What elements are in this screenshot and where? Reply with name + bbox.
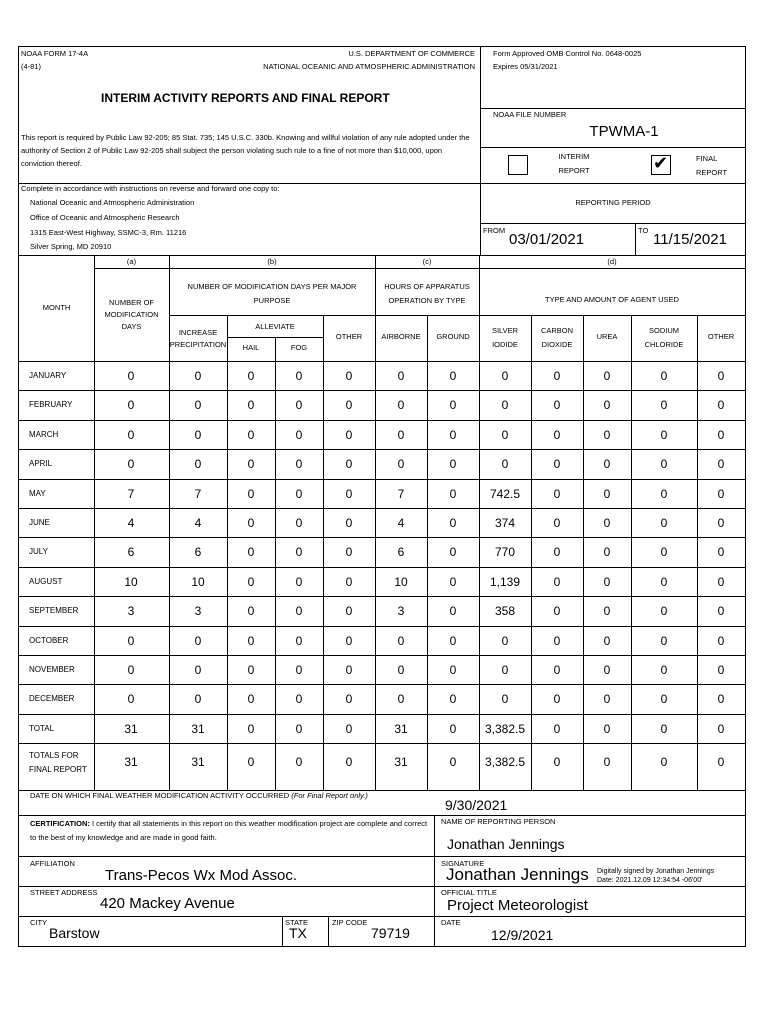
table-cell[interactable]: 0	[449, 398, 457, 413]
table-cell[interactable]: 0	[660, 604, 668, 619]
final-totals-label: TOTALS FOR FINAL REPORT	[29, 751, 87, 774]
table-cell[interactable]: 0	[194, 633, 202, 648]
table-cell[interactable]: 0	[247, 516, 255, 530]
table-cell[interactable]: 0	[194, 692, 202, 707]
table-cell[interactable]: 0	[553, 663, 561, 677]
form-id: NOAA FORM 17-4A	[21, 49, 89, 58]
table-cell[interactable]: 0	[345, 604, 353, 619]
table-cell[interactable]: 0	[717, 486, 725, 501]
file-number-label: NOAA FILE NUMBER	[493, 110, 567, 119]
table-cell[interactable]: 0	[603, 574, 611, 589]
table-cell[interactable]: 0	[553, 604, 561, 619]
alleviate-header: ALLEVIATE	[255, 322, 295, 331]
table-cell[interactable]: 0	[449, 663, 457, 677]
month-header: MONTH	[42, 303, 71, 312]
table-cell[interactable]: 4	[397, 516, 405, 530]
table-cell[interactable]: 0	[449, 486, 457, 501]
table-cell[interactable]: 0	[295, 721, 303, 736]
month-label: MARCH	[29, 429, 59, 439]
table-cell[interactable]: 0	[660, 663, 668, 677]
table-cell[interactable]: 0	[717, 398, 725, 413]
table-cell[interactable]: 0	[660, 721, 668, 736]
name-label: NAME OF REPORTING PERSON	[441, 817, 556, 826]
table-cell[interactable]: 0	[345, 486, 353, 501]
table-cell[interactable]: 0	[717, 692, 725, 707]
table-cell[interactable]: 0	[127, 427, 135, 442]
final-total-cell[interactable]: 31	[191, 755, 205, 770]
table-cell[interactable]: 0	[295, 486, 303, 501]
table-cell[interactable]: 10	[191, 574, 205, 589]
address-line-1: National Oceanic and Atmospheric Administration	[30, 198, 195, 207]
table-cell[interactable]: 0	[449, 516, 457, 530]
final-total-cell[interactable]: 0	[717, 755, 725, 770]
col-c-label: (c)	[422, 257, 432, 266]
omb-expires: Expires 05/31/2021	[493, 62, 558, 71]
table-cell[interactable]: 0	[660, 692, 668, 707]
table-cell[interactable]: 0	[345, 721, 353, 736]
other-d-header: OTHER	[707, 332, 735, 341]
to-label: TO	[638, 226, 649, 235]
file-number[interactable]: TPWMA-1	[589, 123, 659, 140]
table-cell[interactable]: 0	[717, 604, 725, 619]
table-cell[interactable]: 0	[127, 398, 135, 413]
table-cell[interactable]: 0	[295, 398, 303, 413]
col-b-label: (b)	[267, 257, 277, 266]
table-cell[interactable]: 0	[397, 633, 405, 648]
table-cell[interactable]: 0	[295, 574, 303, 589]
table-cell[interactable]: 0	[345, 457, 353, 472]
table-cell[interactable]: 31	[394, 721, 408, 736]
table-cell[interactable]: 4	[194, 516, 202, 530]
table-cell[interactable]: 0	[717, 574, 725, 589]
table-cell[interactable]: 742.5	[489, 486, 521, 501]
table-cell[interactable]: 0	[449, 369, 457, 383]
table-cell[interactable]: 6	[127, 545, 135, 560]
final-total-cell[interactable]: 3,382.5	[484, 755, 526, 770]
table-cell[interactable]: 0	[397, 427, 405, 442]
carbon-dioxide-header: CARBON DIOXIDE	[540, 326, 574, 349]
table-cell[interactable]: 0	[660, 457, 668, 472]
table-cell[interactable]: 0	[717, 663, 725, 677]
sodium-chloride-header: SODIUM CHLORIDE	[644, 326, 684, 349]
table-cell[interactable]: 0	[247, 692, 255, 707]
table-cell[interactable]: 0	[717, 369, 725, 383]
interim-report-checkbox[interactable]	[508, 155, 528, 175]
table-cell[interactable]: 3,382.5	[484, 721, 526, 736]
table-cell[interactable]: 0	[397, 663, 405, 677]
affiliation-label: AFFILIATION	[30, 859, 75, 868]
final-total-cell[interactable]: 0	[449, 755, 457, 770]
table-cell[interactable]: 0	[553, 633, 561, 648]
table-cell[interactable]: 0	[660, 516, 668, 530]
table-cell[interactable]: 0	[127, 692, 135, 707]
table-cell[interactable]: 0	[449, 633, 457, 648]
legal-notice: This report is required by Public Law 92-205; 85 Stat. 735; 145 U.S.C. 330b. Knowing and willful violation of any rule adopted under the authority of Section 2 of Public Law 92-205 shall subject the person violating such rule to a fine of not more than $10,000, upon conviction thereof.	[21, 133, 470, 169]
table-cell[interactable]: 0	[603, 545, 611, 560]
form-title: INTERIM ACTIVITY REPORTS AND FINAL REPORT	[101, 91, 390, 105]
table-cell[interactable]: 0	[553, 398, 561, 413]
table-cell[interactable]: 0	[247, 427, 255, 442]
col-d-label: (d)	[607, 257, 617, 266]
purpose-header: NUMBER OF MODIFICATION DAYS PER MAJOR PURPOSE	[187, 282, 357, 305]
table-cell[interactable]: 0	[397, 457, 405, 472]
table-cell[interactable]: 0	[397, 398, 405, 413]
month-label: AUGUST	[29, 576, 63, 586]
official-title[interactable]: Project Meteorologist	[447, 897, 588, 914]
interim-label-2: REPORT	[558, 166, 590, 175]
period-to[interactable]: 11/15/2021	[653, 231, 727, 248]
table-cell[interactable]: 0	[717, 516, 725, 530]
month-label: APRIL	[29, 459, 53, 469]
table-cell[interactable]: 0	[603, 486, 611, 501]
hail-header: HAIL	[242, 343, 260, 352]
table-cell[interactable]: 0	[603, 663, 611, 677]
signature[interactable]: Jonathan Jennings	[446, 865, 589, 884]
table-cell[interactable]: 0	[295, 516, 303, 530]
table-cell[interactable]: 0	[194, 369, 202, 383]
month-label: FEBRUARY	[29, 400, 73, 410]
table-cell[interactable]: 0	[247, 398, 255, 413]
table-cell[interactable]: 0	[660, 545, 668, 560]
month-label: JANUARY	[29, 371, 67, 380]
table-cell[interactable]: 0	[397, 369, 405, 383]
table-cell[interactable]: 0	[345, 692, 353, 707]
final-total-cell[interactable]: 0	[553, 755, 561, 770]
final-total-cell[interactable]: 31	[124, 755, 138, 770]
street-address[interactable]: 420 Mackey Avenue	[100, 895, 235, 912]
table-cell[interactable]: 0	[295, 457, 303, 472]
table-cell[interactable]: 0	[194, 457, 202, 472]
table-cell[interactable]: 10	[124, 574, 138, 589]
final-total-cell[interactable]: 31	[394, 755, 408, 770]
table-cell[interactable]: 0	[194, 663, 202, 677]
table-cell[interactable]: 0	[603, 633, 611, 648]
table-cell[interactable]: 0	[717, 457, 725, 472]
final-label-1: FINAL	[696, 154, 718, 163]
noaa-form	[18, 46, 746, 947]
final-total-cell[interactable]: 0	[660, 755, 668, 770]
omb-approval: Form Approved OMB Control No. 0648-0025	[493, 49, 642, 58]
address-line-3: 1315 East-West Highway, SSMC-3, Rm. 11216	[30, 228, 187, 237]
final-label-2: REPORT	[696, 168, 728, 177]
table-cell[interactable]: 0	[603, 427, 611, 442]
final-report-checkbox[interactable]	[651, 155, 671, 175]
table-cell[interactable]: 0	[449, 427, 457, 442]
mod-days-header: NUMBER OF MODIFICATION DAYS	[104, 298, 159, 331]
table-cell[interactable]: 0	[194, 398, 202, 413]
table-cell[interactable]: 0	[501, 457, 509, 472]
table-cell[interactable]: 0	[553, 516, 561, 530]
digital-signature-note: Digitally signed by Jonathan Jennings Date: 2021.12.09 12:34:54 -06'00'	[597, 868, 715, 885]
checkmark-icon: ✔	[653, 153, 669, 174]
table-cell[interactable]: 0	[501, 633, 509, 648]
table-cell[interactable]: 0	[397, 692, 405, 707]
table-cell[interactable]: 0	[501, 692, 509, 707]
from-label: FROM	[483, 226, 506, 235]
affiliation[interactable]: Trans-Pecos Wx Mod Assoc.	[105, 867, 297, 884]
form-date: (4-81)	[21, 62, 42, 71]
table-cell[interactable]: 10	[394, 574, 408, 589]
street-label: STREET ADDRESS	[30, 888, 98, 897]
state-label: STATE	[285, 918, 309, 927]
table-cell[interactable]: 0	[127, 663, 135, 677]
table-cell[interactable]: 0	[553, 369, 561, 383]
table-cell[interactable]: 0	[660, 369, 668, 383]
table-cell[interactable]: 0	[553, 545, 561, 560]
table-cell[interactable]: 0	[247, 663, 255, 677]
table-cell[interactable]: 0	[345, 663, 353, 677]
table-cell[interactable]: 3	[127, 604, 135, 619]
table-cell[interactable]: 0	[449, 574, 457, 589]
reporting-person-name[interactable]: Jonathan Jennings	[447, 836, 565, 852]
table-cell[interactable]: 7	[397, 486, 405, 501]
signature-label: SIGNATURE	[441, 859, 485, 868]
address-line-4: Silver Spring, MD 20910	[30, 242, 112, 251]
final-total-cell[interactable]: 0	[295, 755, 303, 770]
state[interactable]: TX	[289, 925, 307, 941]
table-cell[interactable]: 0	[345, 427, 353, 442]
month-label: JUNE	[29, 518, 50, 527]
table-cell[interactable]: 0	[553, 692, 561, 707]
final-total-cell[interactable]: 0	[345, 755, 353, 770]
other-b-header: OTHER	[335, 332, 363, 341]
table-cell[interactable]: 0	[345, 574, 353, 589]
table-cell[interactable]: 0	[295, 692, 303, 707]
table-cell[interactable]: 0	[449, 604, 457, 619]
table-cell[interactable]: 0	[501, 398, 509, 413]
agency: NATIONAL OCEANIC AND ATMOSPHERIC ADMINISTRATION	[263, 62, 475, 71]
table-cell[interactable]: 0	[449, 545, 457, 560]
department: U.S. DEPARTMENT OF COMMERCE	[348, 49, 475, 58]
table-cell[interactable]: 374	[494, 516, 516, 530]
fog-header: FOG	[290, 343, 308, 352]
month-label: MAY	[29, 488, 46, 498]
table-cell[interactable]: 0	[295, 633, 303, 648]
table-cell[interactable]: 1,139	[489, 574, 521, 589]
table-cell[interactable]: 0	[553, 457, 561, 472]
month-label: DECEMBER	[29, 694, 75, 704]
table-cell[interactable]: 7	[127, 486, 135, 501]
table-cell[interactable]: 0	[247, 604, 255, 619]
table-cell[interactable]: 0	[345, 398, 353, 413]
official-title-label: OFFICIAL TITLE	[441, 888, 497, 897]
table-cell[interactable]: 0	[247, 457, 255, 472]
period-from[interactable]: 03/01/2021	[509, 231, 585, 248]
reporting-period-label: REPORTING PERIOD	[575, 198, 651, 207]
address-intro: Complete in accordance with instructions on reverse and forward one copy to:	[21, 184, 280, 193]
table-cell[interactable]: 0	[449, 721, 457, 736]
table-cell[interactable]: 0	[295, 427, 303, 442]
table-cell[interactable]: 0	[553, 486, 561, 501]
increase-header: INCREASE PRECIPITATION	[169, 328, 227, 349]
ground-header: GROUND	[436, 332, 470, 341]
table-cell[interactable]: 0	[603, 692, 611, 707]
table-cell[interactable]: 0	[603, 457, 611, 472]
table-cell[interactable]: 0	[247, 545, 255, 560]
table-cell[interactable]: 0	[660, 398, 668, 413]
final-total-cell[interactable]: 0	[247, 755, 255, 770]
table-cell[interactable]: 0	[247, 486, 255, 501]
table-cell[interactable]: 0	[717, 633, 725, 648]
table-cell[interactable]: 0	[295, 663, 303, 677]
table-cell[interactable]: 3	[397, 604, 405, 619]
certification: CERTIFICATION: I certify that all statements in this report on this weather modification project are complete and correct to the best of my knowledge and are made in good faith.	[30, 819, 428, 842]
table-cell[interactable]: 0	[603, 369, 611, 383]
table-cell[interactable]: 0	[194, 427, 202, 442]
table-cell[interactable]: 0	[603, 721, 611, 736]
airborne-header: AIRBORNE	[381, 332, 421, 341]
table-cell[interactable]: 770	[494, 545, 516, 560]
table-cell[interactable]: 0	[295, 545, 303, 560]
table-cell[interactable]: 0	[127, 633, 135, 648]
table-cell[interactable]: 0	[449, 457, 457, 472]
table-cell[interactable]: 0	[247, 633, 255, 648]
date-occurred-label: DATE ON WHICH FINAL WEATHER MODIFICATION ACTIVITY OCCURRED (For Final Report only.)	[30, 791, 368, 800]
table-cell[interactable]: 0	[660, 574, 668, 589]
table-cell[interactable]: 7	[194, 486, 202, 501]
table-cell[interactable]: 31	[191, 721, 205, 736]
city-label: CITY	[30, 918, 48, 927]
table-cell[interactable]: 31	[124, 721, 138, 736]
date[interactable]: 12/9/2021	[491, 927, 554, 943]
table-cell[interactable]: 0	[603, 398, 611, 413]
table-cell[interactable]: 0	[449, 692, 457, 707]
month-label: NOVEMBER	[29, 665, 75, 674]
table-cell[interactable]: 0	[247, 574, 255, 589]
table-cell[interactable]: 0	[345, 545, 353, 560]
table-cell[interactable]: 0	[553, 721, 561, 736]
date-occurred[interactable]: 9/30/2021	[445, 797, 508, 813]
zip-code[interactable]: 79719	[371, 925, 410, 941]
urea-header: UREA	[596, 332, 618, 341]
month-label: TOTAL	[29, 723, 55, 733]
table-cell[interactable]: 0	[717, 721, 725, 736]
table-cell[interactable]: 0	[717, 427, 725, 442]
interim-label-1: INTERIM	[558, 152, 590, 161]
table-cell[interactable]: 358	[494, 604, 516, 619]
final-total-cell[interactable]: 0	[603, 755, 611, 770]
table-cell[interactable]: 0	[553, 574, 561, 589]
table-cell[interactable]: 6	[194, 545, 202, 560]
table-cell[interactable]: 0	[345, 516, 353, 530]
table-cell[interactable]: 0	[660, 486, 668, 501]
table-cell[interactable]: 0	[295, 369, 303, 383]
table-cell[interactable]: 0	[660, 427, 668, 442]
table-cell[interactable]: 4	[127, 516, 135, 530]
agent-type-header: TYPE AND AMOUNT OF AGENT USED	[545, 295, 679, 304]
table-cell[interactable]: 0	[247, 721, 255, 736]
table-cell[interactable]: 0	[501, 427, 509, 442]
table-cell[interactable]: 0	[295, 604, 303, 619]
table-cell[interactable]: 0	[247, 369, 255, 383]
month-label: JULY	[29, 547, 48, 557]
date-label: DATE	[441, 918, 461, 927]
month-label: OCTOBER	[29, 635, 69, 645]
table-cell[interactable]: 0	[717, 545, 725, 560]
table-cell[interactable]: 0	[603, 604, 611, 619]
table-cell[interactable]: 0	[660, 633, 668, 648]
table-cell[interactable]: 0	[345, 633, 353, 648]
month-label: SEPTEMBER	[29, 606, 79, 616]
table-cell[interactable]: 0	[603, 516, 611, 530]
city[interactable]: Barstow	[49, 925, 100, 941]
table-cell[interactable]: 0	[501, 369, 509, 383]
table-cell[interactable]: 0	[345, 369, 353, 383]
table-cell[interactable]: 0	[501, 663, 509, 677]
table-cell[interactable]: 3	[194, 604, 202, 619]
table-cell[interactable]: 6	[397, 545, 405, 560]
table-cell[interactable]: 0	[553, 427, 561, 442]
zip-label: ZIP CODE	[332, 918, 368, 927]
address-line-2: Office of Oceanic and Atmospheric Research	[30, 213, 180, 222]
table-cell[interactable]: 0	[127, 369, 135, 383]
table-cell[interactable]: 0	[127, 457, 135, 472]
hours-header: HOURS OF APPARATUS OPERATION BY TYPE	[384, 282, 470, 305]
col-a-label: (a)	[126, 257, 137, 266]
silver-iodide-header: SILVER IODIDE	[491, 326, 519, 349]
